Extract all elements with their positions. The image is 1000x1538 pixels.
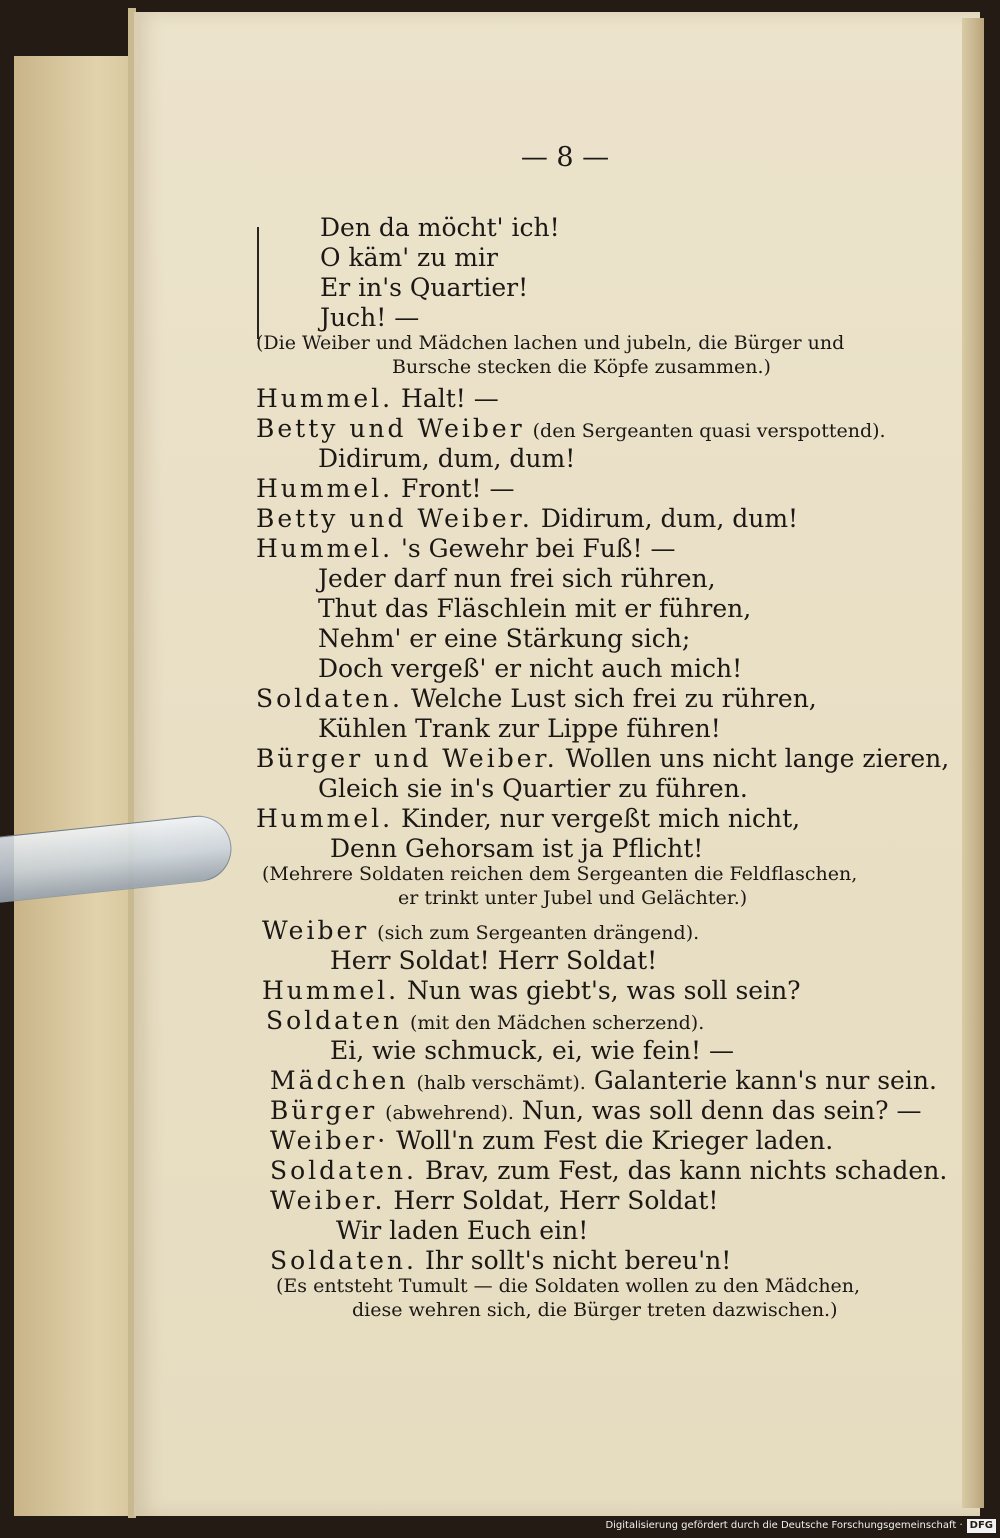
text-line: Soldaten. Ihr sollt's nicht bereu'n! [270,1246,732,1275]
stage-direction: (Die Weiber und Mädchen lachen und jubeln, die Bürger und [256,332,845,354]
speaker-name: Bürger [270,1096,378,1125]
text-line: Er in's Quartier! [320,273,529,302]
speaker-name: Hummel. [256,474,394,503]
text-line: Hummel. Nun was giebt's, was soll sein? [262,976,801,1005]
stage-direction: (sich zum Sergeanten drängend). [377,922,700,944]
text-line: Soldaten. Brav, zum Fest, das kann nichts schaden. [270,1156,948,1185]
text-line [256,414,886,446]
speaker-name: Weiber. [270,1186,386,1215]
text-line: Herr Soldat! Herr Soldat! [330,946,658,975]
text-line: Jeder darf nun frei sich rühren, [318,564,716,593]
text-line: Doch vergeß' er nicht auch mich! [318,654,743,683]
text-line: Thut das Fläschlein mit er führen, [318,594,752,623]
text-line: Hummel. Halt! — [256,384,499,413]
speaker-name: Bürger und Weiber. [256,744,558,773]
speaker-name: Hummel. [256,534,394,563]
stage-direction: Bursche stecken die Köpfe zusammen.) [392,356,771,378]
text-line: Kühlen Trank zur Lippe führen! [318,714,721,743]
text-line: Bürger und Weiber. Wollen uns nicht lange zieren, [256,744,950,773]
text-line [262,916,699,948]
text-line [266,1006,704,1038]
digitization-credit: Digitalisierung gefördert durch die Deutsche Forschungsgemeinschaft · DFG [600,1516,996,1536]
text-line: Bürger (abwehrend). Nun, was soll denn das sein? — [270,1096,922,1125]
text-line: Mädchen (halb verschämt). Galanterie kann's nur sein. [270,1066,937,1095]
speaker-name: Soldaten. [256,684,403,713]
text-line: O käm' zu mir [320,243,498,272]
speaker-name: Weiber· [270,1126,389,1155]
text-line: Soldaten. Welche Lust sich frei zu rühren, [256,684,817,713]
stage-direction: (Mehrere Soldaten reichen dem Sergeanten die Feldflaschen, [262,863,858,885]
speaker-name: Hummel. [256,384,394,413]
speaker-name: Mädchen [270,1066,409,1095]
speaker-name: Hummel. [262,976,400,1005]
text-line: Juch! — [320,303,420,332]
stage-direction: diese wehren sich, die Bürger treten dazwischen.) [352,1299,838,1321]
speaker-name: Soldaten. [270,1156,417,1185]
text-line: Weiber. Herr Soldat, Herr Soldat! [270,1186,719,1215]
verse-bracket [257,227,269,339]
text-line: Wir laden Euch ein! [336,1216,589,1245]
stage-direction: (den Sergeanten quasi verspottend). [532,420,886,442]
speaker-name: Betty und Weiber [256,414,525,443]
speaker-name: Soldaten. [270,1246,417,1275]
text-line: Hummel. Front! — [256,474,515,503]
text-line: Denn Gehorsam ist ja Pflicht! [330,834,704,863]
text-line: Nehm' er eine Stärkung sich; [318,624,691,653]
speaker-name: Soldaten [266,1006,403,1035]
text-line: Den da möcht' ich! [320,213,560,242]
text-line: Betty und Weiber. Didirum, dum, dum! [256,504,799,533]
speaker-name: Hummel. [256,804,394,833]
text-line: Hummel. 's Gewehr bei Fuß! — [256,534,676,563]
stage-direction: (abwehrend). [385,1102,514,1124]
stage-direction: er trinkt unter Jubel und Gelächter.) [398,887,748,909]
page-right-edge [962,18,984,1508]
dfg-logo: DFG [967,1519,996,1533]
speaker-name: Betty und Weiber. [256,504,533,533]
stage-direction: (Es entsteht Tumult — die Soldaten wollen zu den Mädchen, [276,1275,861,1297]
text-line: Gleich sie in's Quartier zu führen. [318,774,748,803]
stage-direction: (halb verschämt). [416,1072,586,1094]
speaker-name: Weiber [262,916,370,945]
text-line: Hummel. Kinder, nur vergeßt mich nicht, [256,804,801,833]
previous-pages-edge [14,56,134,1516]
text-line: Didirum, dum, dum! [318,444,576,473]
stage-direction: (mit den Mädchen scherzend). [409,1012,705,1034]
text-line: Ei, wie schmuck, ei, wie fein! — [330,1036,735,1065]
text-line: Weiber· Woll'n zum Fest die Krieger laden. [270,1126,834,1155]
page-number: — 8 — [520,142,610,173]
